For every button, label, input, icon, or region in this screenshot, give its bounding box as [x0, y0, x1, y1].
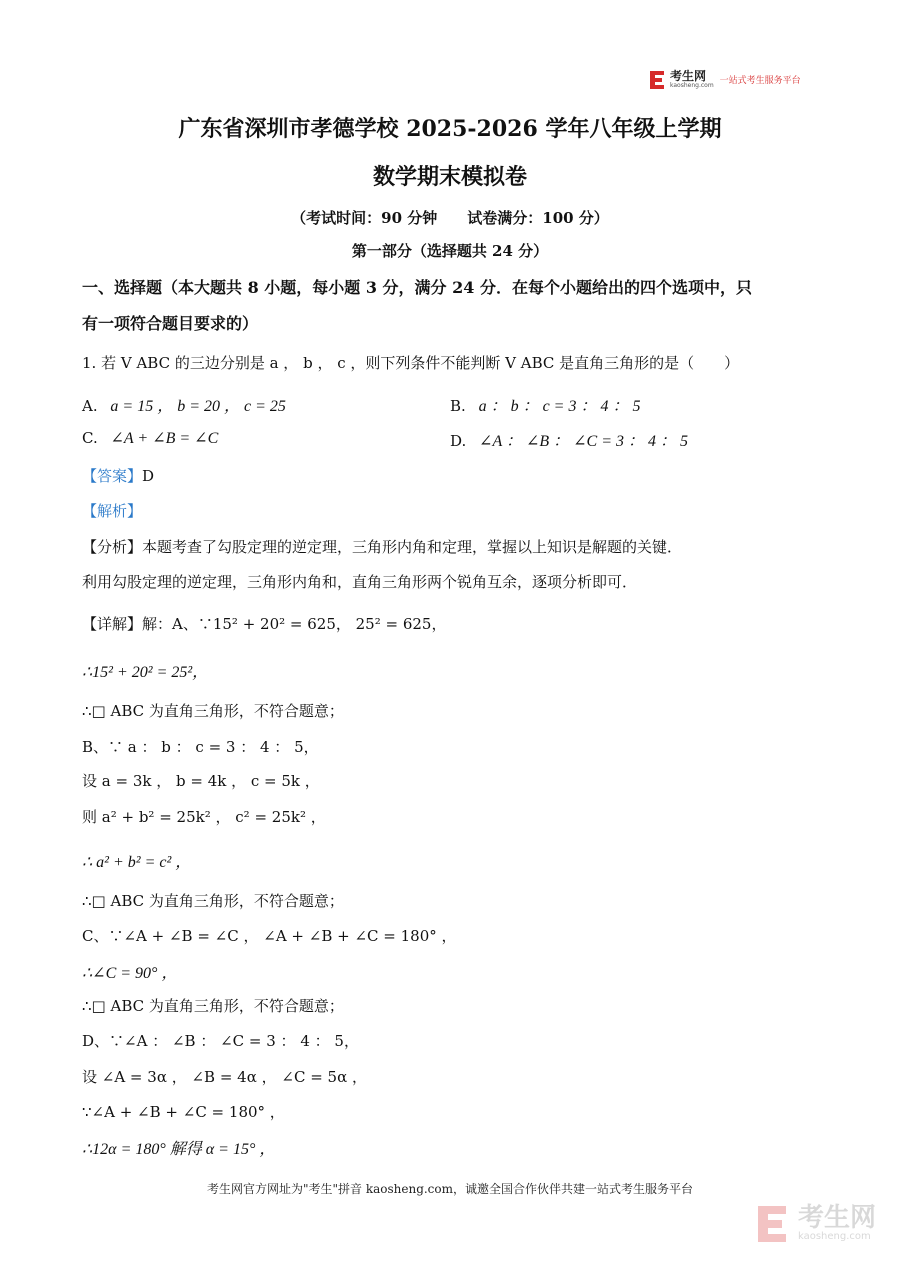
option-c-label: C.	[82, 429, 98, 447]
option-a-label: A.	[82, 397, 98, 415]
solution-step: 设 a = 3k ， b = 4k ， c = 5k ，	[82, 772, 320, 790]
solution-step: ∴∠C = 90° ，	[82, 965, 178, 982]
watermark-name: 考生网	[797, 1203, 876, 1233]
solution-step: D、∵∠A ： ∠B ： ∠C = 3 ： 4 ： 5，	[82, 1032, 359, 1050]
document-title-line2: 数学期末模拟卷	[372, 164, 527, 190]
footer-text: 考生网官方网址为"考生"拼音 kaosheng.com，诚邀全国合作伙伴共建一站式考生服务平台	[206, 1182, 694, 1196]
watermark-sub: kaosheng.com	[797, 1231, 871, 1242]
option-d-label: D.	[450, 432, 467, 450]
answer-tag: 【答案】	[82, 467, 143, 485]
solution-step: ∴15² + 20² = 25²，	[82, 664, 209, 681]
option-b	[450, 393, 640, 416]
solution-step: ∵∠A + ∠B + ∠C = 180° ，	[82, 1103, 285, 1121]
option-c	[82, 428, 218, 448]
option-d-text: ∠A ： ∠B ： ∠C = 3 ： 4 ： 5	[479, 433, 688, 450]
exam-info: （考试时间：90 分钟 试卷满分：100 分）	[291, 209, 609, 227]
option-a	[82, 393, 286, 416]
solution-step: ∴□ ABC 为直角三角形，不符合题意；	[82, 997, 344, 1015]
document-title-line1: 广东省深圳市孝德学校 2025-2026 学年八年级上学期	[178, 116, 722, 142]
option-d	[450, 428, 688, 451]
answer-value: D	[142, 467, 155, 485]
analysis-intro: 【分析】本题考查了勾股定理的逆定理，三角形内角和定理，掌握以上知识是解题的关键．	[82, 538, 683, 556]
section-heading-line2: 有一项符合题目要求的）	[82, 314, 259, 333]
option-c-text: ∠A + ∠B = ∠C	[110, 430, 219, 447]
answer-line	[82, 465, 154, 486]
watermark	[758, 1205, 876, 1242]
solution-step: 则 a² + b² = 25k² ， c² = 25k² ，	[82, 808, 326, 826]
solution-step: 设 ∠A = 3α ， ∠B = 4α ， ∠C = 5α ，	[82, 1068, 367, 1086]
option-b-text: a ： b ： c = 3 ： 4 ： 5	[478, 398, 641, 415]
part-title: 第一部分（选择题共 24 分）	[351, 242, 549, 260]
option-b-label: B.	[450, 397, 466, 415]
option-a-text: a = 15 ， b = 20 ， c = 25	[110, 398, 286, 415]
brand-logo	[650, 70, 801, 89]
analysis-method: 利用勾股定理的逆定理，三角形内角和，直角三角形两个锐角互余，逐项分析即可．	[82, 573, 638, 591]
watermark-logo-icon	[758, 1206, 790, 1242]
solution-step: ∴□ ABC 为直角三角形，不符合题意；	[82, 892, 344, 910]
analysis-tag: 【解析】	[82, 502, 143, 520]
logo-name: 考生网	[670, 69, 707, 83]
question-stem: 1. 若 V ABC 的三边分别是 a ， b ， c ，则下列条件不能判断 V ABC 是直角三角形的是（ ）	[82, 354, 740, 372]
solution-step: ∴ a² + b² = c² ，	[82, 854, 192, 871]
kaosheng-logo-icon	[650, 71, 666, 89]
section-heading-line1: 一、选择题（本大题共 8 小题，每小题 3 分，满分 24 分．在每个小题给出的四个选项中，只	[82, 278, 752, 297]
solution-step: ∴12α = 180° 解得 α = 15° ，	[82, 1141, 276, 1158]
solution-step: ∴□ ABC 为直角三角形，不符合题意；	[82, 702, 344, 720]
solution-step: C、∵∠A + ∠B = ∠C ， ∠A + ∠B + ∠C = 180° ，	[82, 927, 457, 945]
logo-sub: kaosheng.com	[670, 82, 714, 89]
logo-slogan: 一站式考生服务平台	[719, 76, 801, 86]
solution-step: B、∵ a ： b ： c = 3 ： 4 ： 5，	[82, 738, 319, 756]
solution-step: 【详解】解：A、∵15² + 20² = 625， 25² = 625，	[82, 615, 447, 633]
